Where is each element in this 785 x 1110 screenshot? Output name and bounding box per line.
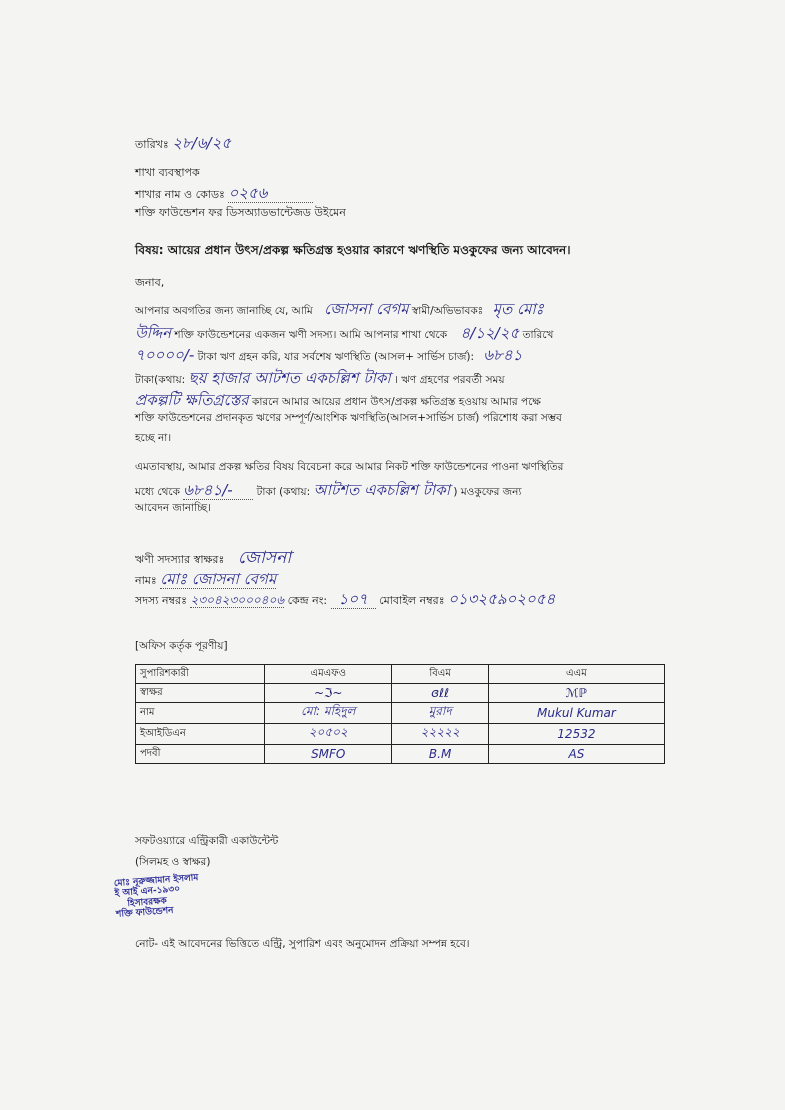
stamp-name: মোঃ নূরুজ্জামান ইসলাম xyxy=(113,873,199,889)
member-number: ২৩০৪২৩০০০৪০৬ xyxy=(190,593,285,607)
table-header-cell: সুপারিশকারী xyxy=(136,665,265,684)
table-cell: AS xyxy=(488,745,664,764)
member-signature: জোসনা xyxy=(237,548,292,568)
para2-l2-text: মধ্যে থেকে xyxy=(135,486,180,498)
table-cell: B.M xyxy=(392,745,488,764)
para1-l2-suffix: তারিখে xyxy=(522,329,554,341)
table-cell: মো: মহিদুল xyxy=(265,703,392,724)
mobile-label: মোবাইল নম্বরঃ xyxy=(379,594,445,607)
member-signature-line xyxy=(135,548,291,568)
para1-line7: হচ্ছে না। xyxy=(135,432,172,444)
center-number: ১০৭ xyxy=(331,590,376,609)
recipient-title: শাখা ব্যবস্থাপক xyxy=(135,166,200,179)
date-label: তারিখঃ xyxy=(135,138,169,151)
table-row xyxy=(136,724,665,745)
subject-line: বিষয়: আয়ের প্রধান উৎস/প্রকল্প ক্ষতিগ্রস্ত হওয়ার কারণে ঋণস্থিতি মওকুফের জন্য আবেদন। xyxy=(135,243,571,257)
guardian-label: স্বামী/অভিভাবকঃ xyxy=(411,305,484,317)
branch-line xyxy=(135,184,313,203)
row-label: স্বাক্ষর xyxy=(136,684,265,703)
table-header-cell: এমএফও xyxy=(265,665,392,684)
date-value: ২৮/৬/২৫ xyxy=(172,134,232,152)
stamp-org: শক্তি ফাউন্ডেশন xyxy=(115,905,174,920)
table-header-row xyxy=(136,665,665,684)
branch-label: শাখার নাম ও কোডঃ xyxy=(135,188,225,201)
accountant-title: সফটওয়্যারে এন্ট্রিকারী একাউন্টেন্ট xyxy=(135,835,279,847)
outstanding-balance: ৬৮৪১ xyxy=(483,346,523,364)
table-row xyxy=(136,703,665,724)
para1-l4-suffix: । ঋণ গ্রহণের পরবর্তী সময় xyxy=(394,374,505,386)
date-line xyxy=(135,134,231,152)
row-label: পদবী xyxy=(136,745,265,764)
damage-reason: প্রকল্পটি ক্ষতিগ্রস্তের xyxy=(135,391,249,409)
member-id-line xyxy=(135,590,555,609)
member-name-label: নামঃ xyxy=(135,574,157,587)
waiver-amount: ৬৮৪১/- xyxy=(183,481,253,500)
table-cell: মুরাদ xyxy=(392,703,488,724)
para1-line5 xyxy=(135,391,541,409)
balance-in-words: ছয় হাজার আটশত একচল্লিশ টাকা xyxy=(188,369,391,387)
organization-name: শক্তি ফাউন্ডেশন ফর ডিসঅ্যাডভান্টেজড উইমেন xyxy=(135,206,346,219)
bm-signature: ɞℓℓ xyxy=(392,684,488,703)
table-cell: ২২২২২ xyxy=(392,724,488,745)
para2-line1: এমতাবস্থায়, আমার প্রকল্প ক্ষতির বিষয় বিবেচনা করে আমার নিকট শক্তি ফাউন্ডেশনের পাওনা ঋণস্থিতির xyxy=(135,461,564,473)
mobile-number: ০১৩২৫৯০২০৫৪ xyxy=(448,590,556,608)
guardian-name-cont: উদ্দিন xyxy=(135,324,172,342)
table-header-cell: বিএম xyxy=(392,665,488,684)
member-name: মোঃ জোসনা বেগম xyxy=(160,570,277,588)
seal-signature-label: (সিলমহ ও স্বাক্ষর) xyxy=(135,856,211,868)
stamp-ein: ই আই এন-১৯৩০ xyxy=(114,884,181,900)
row-label: নাম xyxy=(136,703,265,724)
am-signature: ℳℙ xyxy=(488,684,664,703)
table-cell: SMFO xyxy=(265,745,392,764)
para2-line2 xyxy=(135,481,521,500)
center-label: কেন্দ্র নং: xyxy=(287,594,328,607)
para1-l4-text: টাকা(কথায়: xyxy=(135,374,186,386)
table-cell: Mukul Kumar xyxy=(488,703,664,724)
stamp-designation: হিসাবরক্ষক xyxy=(127,896,168,909)
mfo-signature: ~ℑ~ xyxy=(265,684,392,703)
para2-l2-mid: টাকা (কথায়: xyxy=(256,486,311,498)
table-cell: ২০৫০২ xyxy=(265,724,392,745)
member-signature-label: ঋণী সদস্যার স্বাক্ষরঃ xyxy=(135,553,225,566)
para1-line2 xyxy=(135,324,553,342)
loan-amount: ৭০০০০/- xyxy=(135,346,195,364)
para1-line1 xyxy=(135,300,544,318)
para1-line4 xyxy=(135,369,505,387)
office-use-label: [অফিস কর্তৃক পূরণীয়] xyxy=(135,640,228,652)
applicant-name: জোসনা বেগম xyxy=(324,300,409,318)
para1-line3 xyxy=(135,346,522,364)
table-header-cell: এএম xyxy=(488,665,664,684)
para1-l5-text: কারনে আমার আয়ের প্রধান উৎস/প্রকল্প ক্ষতিগ্রস্ত হওয়ায় আমার পক্ষে xyxy=(251,396,541,408)
loan-date: ৪/১২/২৫ xyxy=(460,324,520,342)
table-row xyxy=(136,684,665,703)
waiver-in-words: আটশত একচল্লিশ টাকা xyxy=(313,481,451,499)
table-cell: 12532 xyxy=(488,724,664,745)
footer-note: নোট- এই আবেদনের ভিত্তিতে এন্ট্রি, সুপারিশ এবং অনুমোদন প্রক্রিয়া সম্পন্ন হবে। xyxy=(135,938,470,950)
para1-l3-text: টাকা ঋণ গ্রহন করি, যার সর্বশেষ ঋণস্থিতি (আসল+ সার্ভিস চার্জ): xyxy=(197,351,475,363)
para2-line3: আবেদন জানাচ্ছি। xyxy=(135,502,211,514)
table-row xyxy=(136,745,665,764)
guardian-name: মৃত মোঃ xyxy=(492,300,544,318)
para1-l2-text: শক্তি ফাউন্ডেশনের একজন ঋণী সদস্য। আমি আপনার শাখা থেকে xyxy=(174,329,448,341)
branch-code: ০২৫৬ xyxy=(228,184,313,203)
para2-l2-suffix: ) মওকুফের জন্য xyxy=(453,486,522,498)
member-name-line xyxy=(135,570,276,589)
member-no-label: সদস্য নম্বরঃ xyxy=(135,594,187,607)
row-label: ইআইডিএন xyxy=(136,724,265,745)
accountant-stamp xyxy=(114,873,201,920)
para1-line6: শক্তি ফাউন্ডেশনের প্রদানকৃত ঋণের সম্পূর্ণ/আংশিক ঋণস্থিতি(আসল+সার্ভিস চার্জ) পরিশোধ করা সম্ভব xyxy=(135,412,562,424)
para1-l1-text: আপনার অবগতির জন্য জানাচ্ছি যে, আমি xyxy=(135,305,313,317)
salutation: জনাব, xyxy=(135,276,165,289)
approval-table xyxy=(135,664,665,764)
